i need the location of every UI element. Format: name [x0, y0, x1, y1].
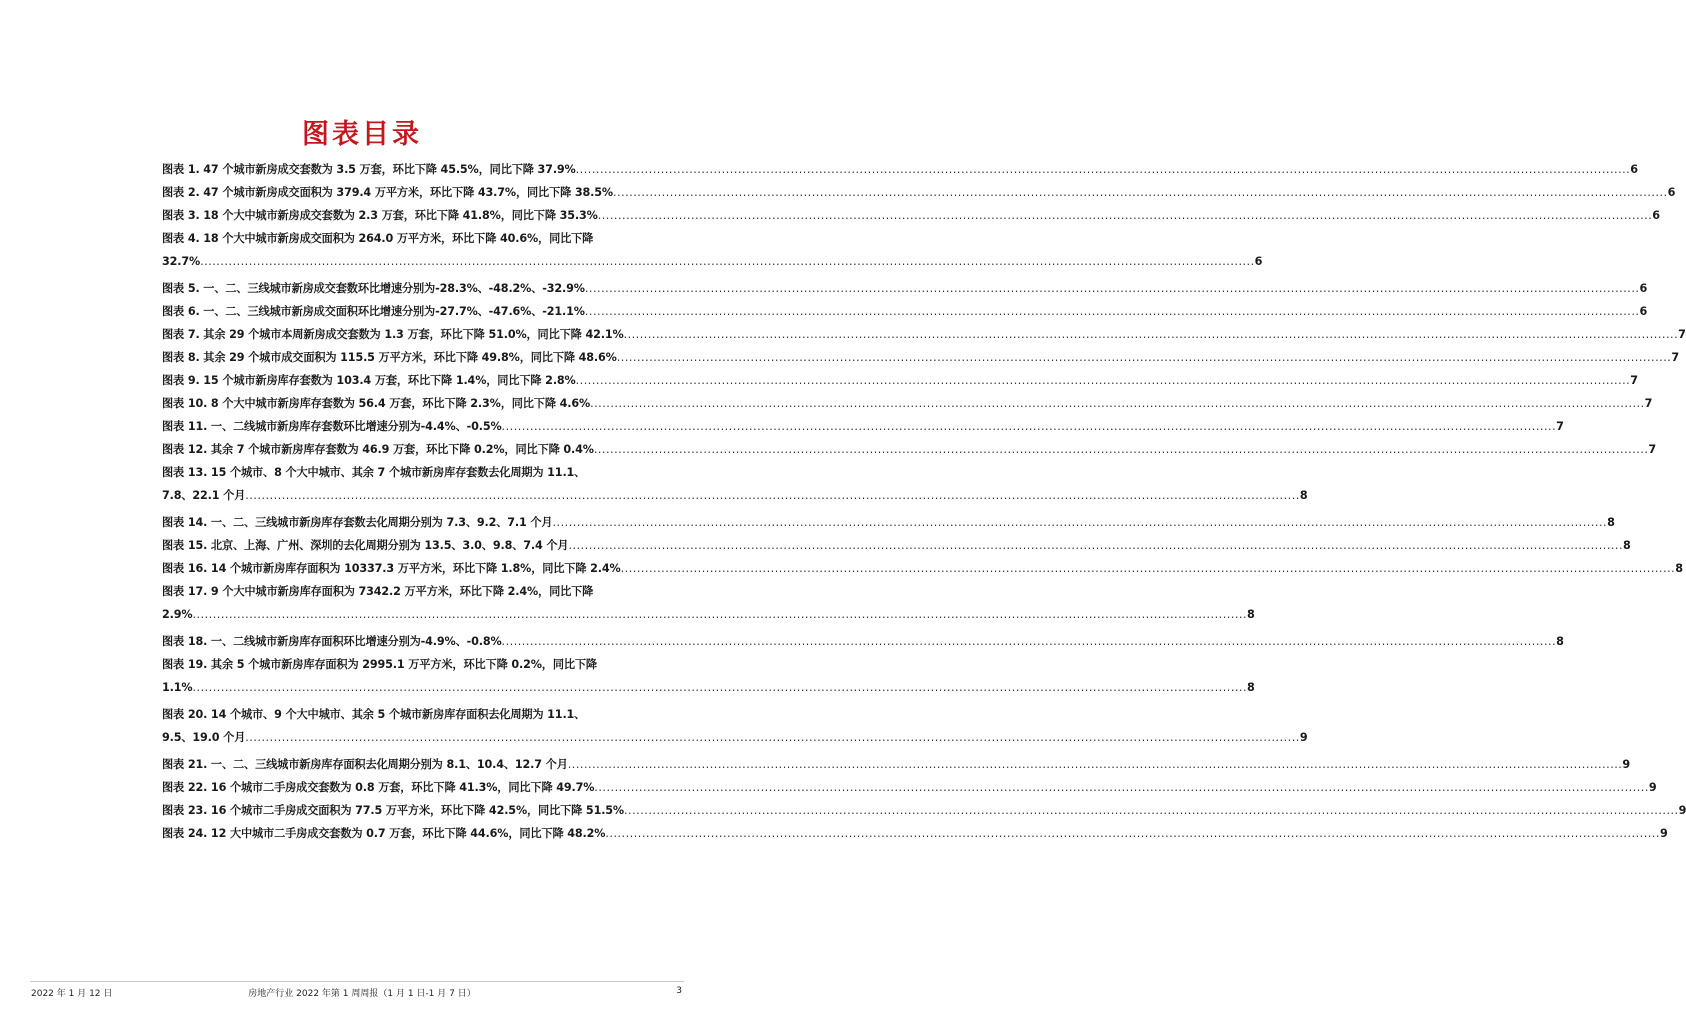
toc-page-number: 7 — [1630, 374, 1638, 387]
toc-entry[interactable] — [162, 346, 1679, 369]
toc-entry[interactable] — [162, 799, 1686, 822]
toc-entry[interactable] — [162, 227, 1263, 273]
toc-entry-text: 图表 11. 一、二线城市新房库存套数环比增速分别为-4.4%、-0.5% — [162, 420, 502, 433]
toc-entry-text: 图表 4. 18 个大中城市新房成交面积为 264.0 万平方米，环比下降 40.6%，同比下降 — [162, 232, 594, 245]
toc-entry-text: 图表 20. 14 个城市、9 个大中城市、其余 5 个城市新房库存面积去化周期为 11.1、 — [162, 708, 586, 721]
toc-page-number: 8 — [1299, 489, 1308, 502]
toc-page-number: 9 — [1622, 758, 1630, 771]
toc-entry[interactable] — [162, 753, 1630, 776]
toc-page-number: 7 — [1648, 443, 1657, 456]
toc-entry[interactable] — [162, 392, 1653, 415]
toc-entry-text: 图表 18. 一、二线城市新房库存面积环比增速分别为-4.9%、-0.8% — [162, 635, 502, 648]
toc-entry[interactable] — [162, 323, 1686, 346]
toc-entry-text: 9.5、19.0 个月 — [162, 731, 246, 744]
toc-page-number: 8 — [1556, 635, 1564, 648]
toc-leader-dots: .................................................................................................................................................................................................................................................................... — [501, 420, 1557, 433]
toc-leader-dots: .................................................................................................................................................................................................................................................................... — [623, 328, 1679, 341]
toc-page-number: 6 — [1639, 305, 1648, 318]
toc-leader-dots: .................................................................................................................................................................................................................................................................... — [594, 781, 1649, 794]
toc-entry-text: 图表 19. 其余 5 个城市新房库存面积为 2995.1 万平方米，环比下降 0.2%，同比下降 — [162, 658, 597, 671]
toc-leader-dots: .................................................................................................................................................................................................................................................................... — [575, 163, 1631, 176]
toc-entry-text: 图表 21. 一、二、三线城市新房库存面积去化周期分别为 8.1、10.4、12.7 个月 — [162, 758, 568, 771]
toc-page-number: 6 — [1254, 255, 1263, 268]
toc-entry[interactable] — [162, 776, 1657, 799]
footer-report-title: 房地产行业 2022 年第 1 周周报（1 月 1 日-1 月 7 日） — [248, 989, 476, 999]
toc-entry-text: 图表 17. 9 个大中城市新房库存面积为 7342.2 万平方米，环比下降 2.4%，同比下降 — [162, 585, 594, 598]
toc-page-number: 6 — [1630, 163, 1638, 176]
toc-page-number: 9 — [1648, 781, 1657, 794]
toc-leader-dots: .................................................................................................................................................................................................................................................................... — [612, 186, 1668, 199]
toc-leader-dots: .................................................................................................................................................................................................................................................................... — [593, 443, 1649, 456]
toc-leader-dots: .................................................................................................................................................................................................................................................................... — [616, 351, 1672, 364]
toc-page-number: 6 — [1667, 186, 1676, 199]
toc-leader-dots: .................................................................................................................................................................................................................................................................... — [584, 305, 1640, 318]
toc-page-number: 7 — [1644, 397, 1653, 410]
toc-entry-text: 7.8、22.1 个月 — [162, 489, 246, 502]
toc-entry[interactable] — [162, 630, 1564, 653]
toc-entry[interactable] — [162, 181, 1676, 204]
toc-leader-dots: .................................................................................................................................................................................................................................................................... — [590, 397, 1645, 410]
toc-leader-dots: .................................................................................................................................................................................................................................................................... — [597, 209, 1653, 222]
toc-leader-dots: .................................................................................................................................................................................................................................................................... — [584, 282, 1640, 295]
toc-entry[interactable] — [162, 415, 1564, 438]
toc-page-number: 9 — [1299, 731, 1308, 744]
toc-leader-dots: .................................................................................................................................................................................................................................................................... — [245, 489, 1300, 502]
toc-entry[interactable] — [162, 438, 1657, 461]
toc-page-number: 8 — [1607, 516, 1615, 529]
toc-entry-text: 1.1% — [162, 681, 193, 694]
toc-entry[interactable] — [162, 822, 1668, 845]
toc-entry[interactable] — [162, 204, 1660, 227]
toc-entry-text: 图表 14. 一、二、三线城市新房库存套数去化周期分别为 7.3、9.2、7.1 个月 — [162, 516, 553, 529]
toc-entry-text: 图表 8. 其余 29 个城市成交面积为 115.5 万平方米，环比下降 49.8%，同比下降 48.6% — [162, 351, 617, 364]
toc-leader-dots: .................................................................................................................................................................................................................................................................... — [624, 804, 1679, 817]
toc-entry-text: 图表 22. 16 个城市二手房成交套数为 0.8 万套，环比下降 41.3%，同比下降 49.7% — [162, 781, 595, 794]
toc-entry[interactable] — [162, 703, 1308, 749]
toc-entry-text: 2.9% — [162, 608, 193, 621]
toc-entry-text: 图表 1. 47 个城市新房成交套数为 3.5 万套，环比下降 45.5%，同比下降 37.9% — [162, 163, 576, 176]
toc-leader-dots: .................................................................................................................................................................................................................................................................... — [568, 539, 1624, 552]
toc-page-number: 7 — [1678, 328, 1686, 341]
toc-entry-text: 图表 12. 其余 7 个城市新房库存套数为 46.9 万套，环比下降 0.2%，同比下降 0.4% — [162, 443, 594, 456]
toc-entry[interactable] — [162, 557, 1683, 580]
toc-entry-text: 图表 10. 8 个大中城市新房库存套数为 56.4 万套，环比下降 2.3%，同比下降 4.6% — [162, 397, 591, 410]
toc-entry-text: 图表 24. 12 大中城市二手房成交套数为 0.7 万套，环比下降 44.6%，同比下降 48.2% — [162, 827, 606, 840]
toc-entry[interactable] — [162, 534, 1631, 557]
toc-page-number: 9 — [1678, 804, 1686, 817]
toc-page-number: 6 — [1652, 209, 1660, 222]
toc-entry[interactable] — [162, 369, 1638, 392]
toc-page-number: 7 — [1671, 351, 1679, 364]
toc-entry-text: 图表 15. 北京、上海、广州、深圳的去化周期分别为 13.5、3.0、9.8、7.4 个月 — [162, 539, 569, 552]
toc-page-number: 7 — [1556, 420, 1564, 433]
toc-entry[interactable] — [162, 300, 1648, 323]
toc-entry-text: 32.7% — [162, 255, 201, 268]
toc-leader-dots: .................................................................................................................................................................................................................................................................... — [567, 758, 1623, 771]
toc-entry[interactable] — [162, 580, 1255, 626]
toc-entry-text: 图表 9. 15 个城市新房库存套数为 103.4 万套，环比下降 1.4%，同比下降 2.8% — [162, 374, 576, 387]
toc-page-number: 8 — [1247, 681, 1255, 694]
toc-page-number: 6 — [1639, 282, 1648, 295]
toc-entry[interactable] — [162, 277, 1648, 300]
toc-entry-text: 图表 23. 16 个城市二手房成交面积为 77.5 万平方米，环比下降 42.5%，同比下降 51.5% — [162, 804, 624, 817]
toc-entry[interactable] — [162, 461, 1308, 507]
toc-page-number: 8 — [1247, 608, 1255, 621]
toc-title: 图表目录 — [302, 119, 422, 150]
toc-entry[interactable] — [162, 653, 1255, 699]
toc-page-number: 8 — [1623, 539, 1631, 552]
toc-entry-text: 图表 5. 一、二、三线城市新房成交套数环比增速分别为-28.3%、-48.2%、-32.9% — [162, 282, 585, 295]
toc-leader-dots: .................................................................................................................................................................................................................................................................... — [605, 827, 1660, 840]
toc-leader-dots: .................................................................................................................................................................................................................................................................... — [620, 562, 1676, 575]
footer-page-number: 3 — [676, 986, 682, 996]
toc-entry-text: 图表 2. 47 个城市新房成交面积为 379.4 万平方米，环比下降 43.7%，同比下降 38.5% — [162, 186, 613, 199]
toc-page-number: 9 — [1659, 827, 1668, 840]
toc-entry-text: 图表 3. 18 个大中城市新房成交套数为 2.3 万套，环比下降 41.8%，同比下降 35.3% — [162, 209, 598, 222]
toc-leader-dots: .................................................................................................................................................................................................................................................................... — [192, 681, 1248, 694]
toc-leader-dots: .................................................................................................................................................................................................................................................................... — [200, 255, 1255, 268]
toc-entry[interactable] — [162, 511, 1615, 534]
toc-leader-dots: .................................................................................................................................................................................................................................................................... — [192, 608, 1248, 621]
toc-leader-dots: .................................................................................................................................................................................................................................................................... — [552, 516, 1608, 529]
toc-leader-dots: .................................................................................................................................................................................................................................................................... — [501, 635, 1557, 648]
table-of-contents — [162, 158, 1686, 845]
footer-date: 2022 年 1 月 12 日 — [31, 989, 113, 999]
toc-entry-text: 图表 7. 其余 29 个城市本周新房成交套数为 1.3 万套，环比下降 51.0%，同比下降 42.1% — [162, 328, 624, 341]
toc-page-number: 8 — [1675, 562, 1683, 575]
toc-entry[interactable] — [162, 158, 1638, 181]
footer-divider — [30, 981, 684, 982]
toc-entry-text: 图表 16. 14 个城市新房库存面积为 10337.3 万平方米，环比下降 1.8%，同比下降 2.4% — [162, 562, 621, 575]
toc-entry-text: 图表 13. 15 个城市、8 个大中城市、其余 7 个城市新房库存套数去化周期为 11.1、 — [162, 466, 586, 479]
toc-leader-dots: .................................................................................................................................................................................................................................................................... — [575, 374, 1631, 387]
toc-entry-text: 图表 6. 一、二、三线城市新房成交面积环比增速分别为-27.7%、-47.6%、-21.1% — [162, 305, 585, 318]
toc-leader-dots: .................................................................................................................................................................................................................................................................... — [245, 731, 1300, 744]
